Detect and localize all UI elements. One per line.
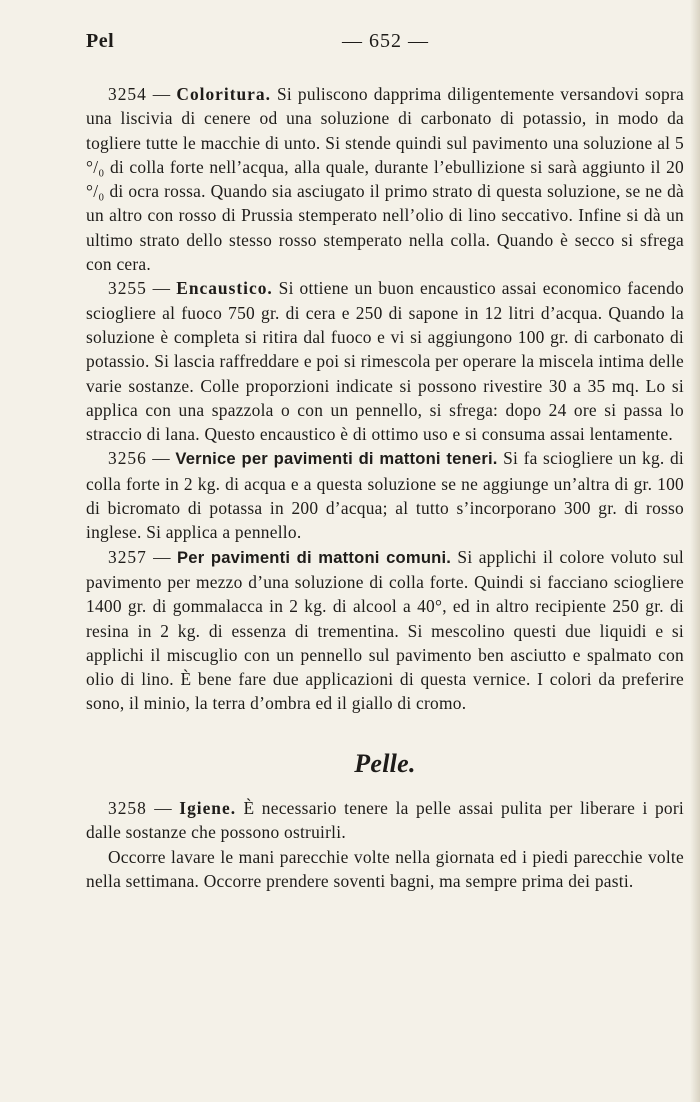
entry-dash: —: [146, 448, 176, 469]
entry-paragraph: [86, 276, 684, 446]
entry-heading: Coloritura.: [176, 84, 271, 104]
entry-text: Si fa sciogliere un kg. di colla forte in 2 kg. di acqua e a questa soluzione se ne aggiunge un’altra di gr. 100 di bicromato di potassa in 200 d’acqua; al tutto s’incorporano 300 gr. di rosso inglese. Si applica a pennello.: [86, 448, 684, 543]
entry-paragraph: [86, 446, 684, 544]
entry-number: 3254: [108, 84, 147, 104]
body-paragraph: Occorre lavare le mani parecchie volte nella giornata ed i piedi parecchie volte nella settimana. Occorre prendere soventi bagni, ma sempre prima dei pasti.: [86, 846, 684, 891]
entry-text: Si ottiene un buon encaustico assai economico facendo sciogliere al fuoco 750 gr. di cera e 250 di sapone in 12 litri d’acqua. Quando la soluzione è completa si ritira dal fuoco e vi si aggiungono 100 gr. di carbonato di potassio. Si lascia raffreddare e poi si rimescola per operare la miscela intima delle varie sostanze. Colle proporzioni indicate si possono rivestire 30 a 35 mq. Lo si applica con una spazzola o con un pennello, si sfrega: dopo 24 ore si passa lo straccio di lana. Questo encaustico è di ottimo uso e si consuma assai lentamente.: [86, 278, 684, 445]
entry-number: 3256: [108, 448, 147, 469]
running-head: Pel: [86, 30, 115, 52]
entry-dash: —: [146, 798, 180, 819]
page-edge-shadow: [690, 0, 700, 1102]
entry-heading: Encaustico.: [176, 278, 273, 299]
entry-dash: —: [146, 278, 177, 299]
entry-text: È necessario tenere la pelle assai pulita per liberare i pori dalle sostanze che possono ostruirli.: [86, 798, 685, 843]
entry-heading: Vernice per pavimenti di mattoni teneri.: [175, 449, 498, 469]
page-number: — 652 —: [342, 30, 429, 52]
entry-number: 3258: [108, 798, 147, 819]
page-header: [86, 30, 684, 60]
body-text: [86, 82, 684, 893]
entry-heading: Igiene.: [179, 798, 237, 819]
entry-number: 3257: [108, 546, 147, 567]
entry-heading: Per pavimenti di mattoni comuni.: [177, 547, 452, 567]
book-page: [86, 30, 684, 893]
entry-text: Si applichi il colore voluto sul pavimento per mezzo d’una soluzione di colla forte. Quindi si facciano sciogliere 1400 gr. di gommalacca in 2 kg. di alcool a 40°, ed in altro recipiente 250 gr. di resina in 2 kg. di essenza di trementina. Si mescolino questi due liquidi e si applichi il miscuglio con un pennello sul pavimento ben asciutto e spalmato con olio di lino. È bene fare due applicazioni di questa vernice. I colori da preferire sono, il minio, la terra d’ombra ed il giallo di cromo.: [86, 546, 684, 714]
entry-text: Si puliscono dapprima diligentemente versandovi sopra una liscivia di cenere od una soluzione di carbonato di potassio, in modo da togliere tutte le macchie di unto. Si stende quindi sul pavimento una soluzione al 5 °/₀ di colla forte nell’acqua, alla quale, durante l’ebullizione si sarà aggiunto il 20 °/₀ di ocra rossa. Quando sia asciugato il primo strato di questa soluzione, se ne dà un altro con rosso di Prussia stemperato nell’olio di lino seccativo. Infine si dà un ultimo strato dello stesso rosso stemperato nella colla. Quando è secco si sfrega con cera.: [86, 84, 684, 275]
entry-paragraph: [86, 545, 684, 716]
entry-dash: —: [146, 546, 178, 567]
section-title: Pelle.: [354, 748, 416, 778]
entry-paragraph: [86, 82, 684, 276]
entry-dash: —: [146, 84, 177, 104]
entry-paragraph: [86, 796, 684, 845]
entry-number: 3255: [108, 278, 147, 299]
